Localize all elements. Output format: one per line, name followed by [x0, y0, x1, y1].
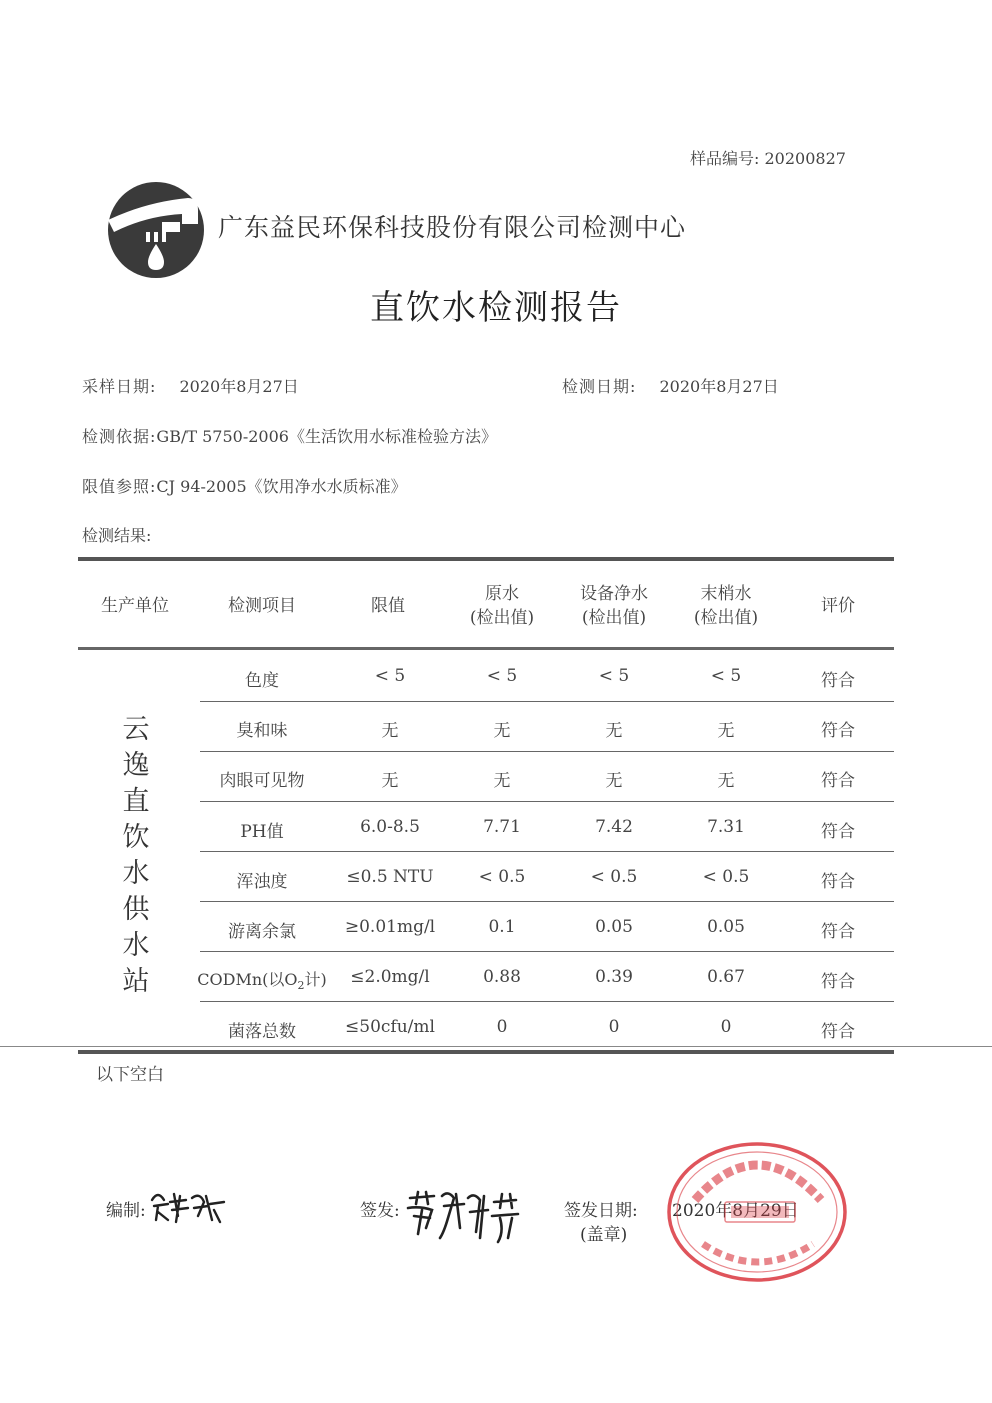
sample-number [690, 146, 846, 169]
production-unit-char: 水 [122, 858, 150, 889]
col-header-eval: 评价 [821, 596, 855, 616]
cell-item-subscript: 2 [297, 979, 305, 993]
water-drop-logo-icon [106, 180, 206, 280]
cell-eval: 符合 [821, 972, 855, 992]
blank-below-note: 以下空白 [96, 1065, 164, 1085]
cell-raw: 0 [496, 1017, 508, 1037]
cell-item: 菌落总数 [228, 1022, 296, 1042]
cell-device: 无 [605, 771, 623, 791]
cell-eval: 符合 [821, 822, 855, 842]
sampling-date [82, 374, 299, 397]
sampling-date-label: 采样日期: [82, 377, 157, 396]
production-unit-char: 供 [122, 894, 150, 925]
cell-raw: 无 [493, 721, 511, 741]
test-date-label: 检测日期: [562, 377, 637, 396]
cell-end: 无 [717, 771, 735, 791]
cell-device: < 0.5 [590, 867, 638, 887]
test-basis-value: GB/T 5750-2006《生活饮用水标准检验方法》 [156, 427, 497, 446]
col-header-device-title: 设备净水 [580, 584, 648, 604]
cell-raw: 0.1 [488, 917, 516, 937]
col-header-limit: 限值 [371, 596, 405, 616]
cell-eval: 符合 [821, 1022, 855, 1042]
sample-number-value: 20200827 [764, 149, 846, 168]
row-divider [200, 951, 894, 952]
cell-raw: < 5 [486, 666, 518, 686]
production-unit-char: 直 [122, 786, 150, 817]
cell-eval: 符合 [821, 872, 855, 892]
test-date-value: 2020年8月27日 [659, 377, 779, 396]
issuer-signature [404, 1188, 524, 1246]
table-header-rule [78, 647, 894, 650]
cell-eval: 符合 [821, 922, 855, 942]
cell-device: 无 [605, 721, 623, 741]
cell-item: 浑浊度 [236, 872, 288, 892]
editor-label: 编制: [106, 1201, 146, 1221]
cell-item-text: CODMn(以O [197, 970, 298, 989]
cell-end: 0 [720, 1017, 732, 1037]
col-header-end-title: 末梢水 [700, 584, 752, 604]
cell-end: < 5 [710, 666, 742, 686]
editor-signature [148, 1186, 228, 1226]
issue-date-label: 签发日期: [564, 1201, 638, 1221]
test-basis [82, 424, 497, 447]
cell-raw: < 0.5 [478, 867, 526, 887]
company-name: 广东益民环保科技股份有限公司检测中心 [218, 213, 687, 242]
test-basis-label: 检测依据: [82, 427, 157, 446]
row-divider [200, 851, 894, 852]
cell-raw: 0.88 [483, 967, 521, 987]
cell-item-text: 计) [304, 970, 327, 989]
cell-limit: ≤50cfu/ml [345, 1017, 435, 1037]
cell-item: 肉眼可见物 [219, 771, 305, 791]
col-header-device-sub: (检出值) [581, 608, 647, 628]
col-header-end [666, 582, 786, 630]
col-header-end-sub: (检出值) [693, 608, 759, 628]
cell-limit: 无 [381, 771, 399, 791]
col-header-unit: 生产单位 [101, 596, 169, 616]
cell-item: 游离余氯 [228, 922, 296, 942]
cell-item: 色度 [245, 671, 279, 691]
production-unit-char: 饮 [122, 822, 150, 853]
cell-end: < 0.5 [702, 867, 750, 887]
cell-end: 无 [717, 721, 735, 741]
cell-limit: 无 [381, 721, 399, 741]
col-header-raw-sub: (检出值) [469, 608, 535, 628]
cell-item: PH值 [240, 822, 284, 842]
cell-device: 0.05 [595, 917, 633, 937]
cell-end: 0.67 [707, 967, 745, 987]
limit-reference [82, 474, 407, 497]
cell-limit: 6.0-8.5 [360, 817, 420, 837]
cell-device: 0.39 [595, 967, 633, 987]
issue-date-value: 2020年8月29日 [672, 1201, 799, 1221]
col-header-raw [442, 582, 562, 630]
cell-raw: 无 [493, 771, 511, 791]
test-date [562, 374, 779, 397]
cell-eval: 符合 [821, 671, 855, 691]
cell-eval: 符合 [821, 771, 855, 791]
cell-end: 0.05 [707, 917, 745, 937]
cell-device: 7.42 [595, 817, 633, 837]
cell-item: 臭和味 [236, 721, 288, 741]
sample-number-label: 样品编号: [690, 149, 760, 168]
limit-reference-value: CJ 94-2005《饮用净水水质标准》 [156, 477, 407, 496]
production-unit-char: 云 [122, 714, 150, 745]
row-divider [200, 801, 894, 802]
report-title: 直饮水检测报告 [370, 288, 622, 328]
cell-limit: ≥0.01mg/l [344, 917, 436, 937]
table-bottom-rule [78, 1050, 894, 1054]
table-top-rule [78, 557, 894, 561]
row-divider [200, 1001, 894, 1002]
cell-end: 7.31 [707, 817, 745, 837]
cell-limit: < 5 [374, 666, 406, 686]
row-divider [200, 901, 894, 902]
test-result-label: 检测结果: [82, 526, 152, 545]
production-unit-char: 站 [122, 966, 150, 997]
sampling-date-value: 2020年8月27日 [179, 377, 299, 396]
row-divider [200, 751, 894, 752]
cell-limit: ≤0.5 NTU [346, 867, 434, 887]
col-header-raw-title: 原水 [485, 584, 519, 604]
cell-device: < 5 [598, 666, 630, 686]
cell-raw: 7.71 [483, 817, 521, 837]
limit-reference-label: 限值参照: [82, 477, 157, 496]
stamp-note: (盖章) [580, 1225, 628, 1245]
issuer-label: 签发: [360, 1201, 400, 1221]
row-divider [200, 701, 894, 702]
cell-limit: ≤2.0mg/l [350, 967, 430, 987]
production-unit [108, 712, 164, 1000]
cell-item [194, 967, 330, 992]
production-unit-char: 水 [122, 930, 150, 961]
company-seal-stamp-icon [665, 1140, 850, 1285]
col-header-item: 检测项目 [228, 596, 296, 616]
cell-device: 0 [608, 1017, 620, 1037]
cell-eval: 符合 [821, 721, 855, 741]
col-header-device [554, 582, 674, 630]
page-crop-line [0, 1046, 992, 1047]
production-unit-char: 逸 [122, 750, 150, 781]
